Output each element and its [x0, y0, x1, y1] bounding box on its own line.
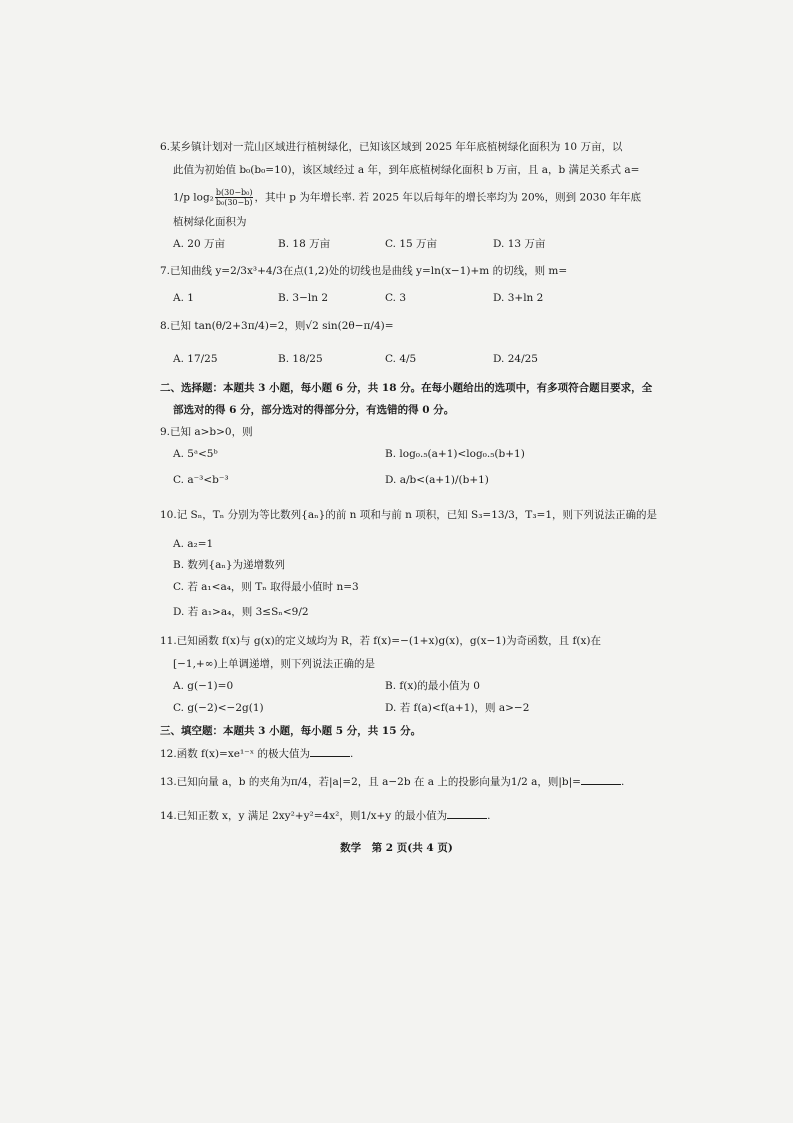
q11-line1: 11.已知函数 f(x)与 g(x)的定义域均为 R，若 f(x)=−(1+x)g(x)，g(x−1)为奇函数，且 f(x)在: [160, 635, 601, 647]
q14-answer-blank[interactable]: [447, 808, 487, 819]
q9-option-c: C. a⁻³<b⁻³: [173, 474, 229, 486]
q7-option-d: D. 3+ln 2: [493, 292, 544, 304]
q9-option-b: B. log₀.₅(a+1)<log₀.₅(b+1): [385, 448, 525, 460]
q11-option-b: B. f(x)的最小值为 0: [385, 680, 480, 692]
q12-answer-blank[interactable]: [310, 746, 350, 757]
q8-option-c: C. 4/5: [385, 353, 417, 365]
q6-line1: 6.某乡镇计划对一荒山区域进行植树绿化，已知该区域到 2025 年年底植树绿化面积为 10 万亩，以: [160, 141, 623, 153]
section2-heading-line1: 二、选择题：本题共 3 小题，每小题 6 分，共 18 分。在每小题给出的选项中，有多项符合题目要求，全: [160, 382, 653, 394]
q11-line2: [−1,+∞)上单调递增，则下列说法正确的是: [173, 658, 376, 670]
q6-option-c: C. 15 万亩: [385, 238, 438, 250]
q10-line1: 10.记 Sₙ，Tₙ 分别为等比数列{aₙ}的前 n 项和与前 n 项积，已知 S₃=13/3，T₃=1，则下列说法正确的是: [160, 509, 658, 521]
q13-line1: 13.已知向量 a，b 的夹角为π/4，若|a|=2，且 a−2b 在 a 上的投影向量为1/2 a，则|b|= .: [160, 776, 625, 788]
q14-line1: 14.已知正数 x，y 满足 2xy²+y²=4x²，则1/x+y 的最小值为 .: [160, 810, 491, 822]
q14-text: 14.已知正数 x，y 满足 2xy²+y²=4x²，则1/x+y 的最小值为: [160, 810, 448, 822]
page-footer: 数学 第 2 页(共 4 页): [340, 842, 453, 854]
q6-formula-rest: ，其中 p 为年增长率. 若 2025 年以后每年的增长率均为 20%，则到 2030 年年底: [254, 191, 642, 204]
q7-option-b: B. 3−ln 2: [278, 292, 329, 304]
q8-option-d: D. 24/25: [493, 353, 538, 365]
q8-line1: 8.已知 tan(θ/2+3π/4)=2，则√2 sin(2θ−π/4)=: [160, 320, 394, 332]
q10-option-c: C. 若 a₁<a₄，则 Tₙ 取得最小值时 n=3: [173, 581, 359, 593]
q6-option-d: D. 13 万亩: [493, 238, 546, 250]
q11-option-a: A. g(−1)=0: [173, 680, 234, 692]
q11-option-c: C. g(−2)<−2g(1): [173, 702, 264, 714]
q10-option-d: D. 若 a₁>a₄，则 3≤Sₙ<9/2: [173, 606, 309, 618]
q10-option-a: A. a₂=1: [173, 538, 214, 550]
q12-line1: 12.函数 f(x)=xe¹⁻ˣ 的极大值为 .: [160, 748, 354, 760]
q10-option-b: B. 数列{aₙ}为递增数列: [173, 559, 286, 571]
q6-line2: 此值为初始值 b₀(b₀=10)，该区域经过 a 年，到年底植树绿化面积 b 万亩，且 a，b 满足关系式 a=: [173, 164, 640, 176]
q8-option-a: A. 17/25: [173, 353, 218, 365]
q6-formula-fraction: $\frac{\text{b(30−b₀)}}{\text{b₀(30−b)}}$: [215, 188, 253, 207]
q12-text: 12.函数 f(x)=xe¹⁻ˣ 的极大值为: [160, 748, 311, 760]
q13-answer-blank[interactable]: [581, 774, 621, 785]
q9-option-a: A. 5ᵃ<5ᵇ: [173, 448, 218, 460]
section3-heading: 三、填空题：本题共 3 小题，每小题 5 分，共 15 分。: [160, 725, 422, 737]
q6-line4: 植树绿化面积为: [173, 216, 247, 228]
q6-line3: [173, 188, 641, 207]
q6-option-b: B. 18 万亩: [278, 238, 331, 250]
q7-line1: 7.已知曲线 y=2/3x³+4/3在点(1,2)处的切线也是曲线 y=ln(x−1)+m 的切线，则 m=: [160, 265, 568, 277]
q9-option-d: D. a/b<(a+1)/(b+1): [385, 474, 489, 486]
q9-line1: 9.已知 a>b>0，则: [160, 426, 253, 438]
q6-formula-lead: 1/p log₂: [173, 191, 214, 204]
q6-option-a: A. 20 万亩: [173, 238, 225, 250]
q7-option-a: A. 1: [173, 292, 194, 304]
q11-option-d: D. 若 f(a)<f(a+1)，则 a>−2: [385, 702, 530, 714]
section2-heading-line2: 部选对的得 6 分，部分选对的得部分分，有选错的得 0 分。: [173, 404, 455, 416]
q13-text: 13.已知向量 a，b 的夹角为π/4，若|a|=2，且 a−2b 在 a 上的投影向量为1/2 a，则|b|=: [160, 776, 581, 788]
q8-option-b: B. 18/25: [278, 353, 323, 365]
q7-option-c: C. 3: [385, 292, 407, 304]
